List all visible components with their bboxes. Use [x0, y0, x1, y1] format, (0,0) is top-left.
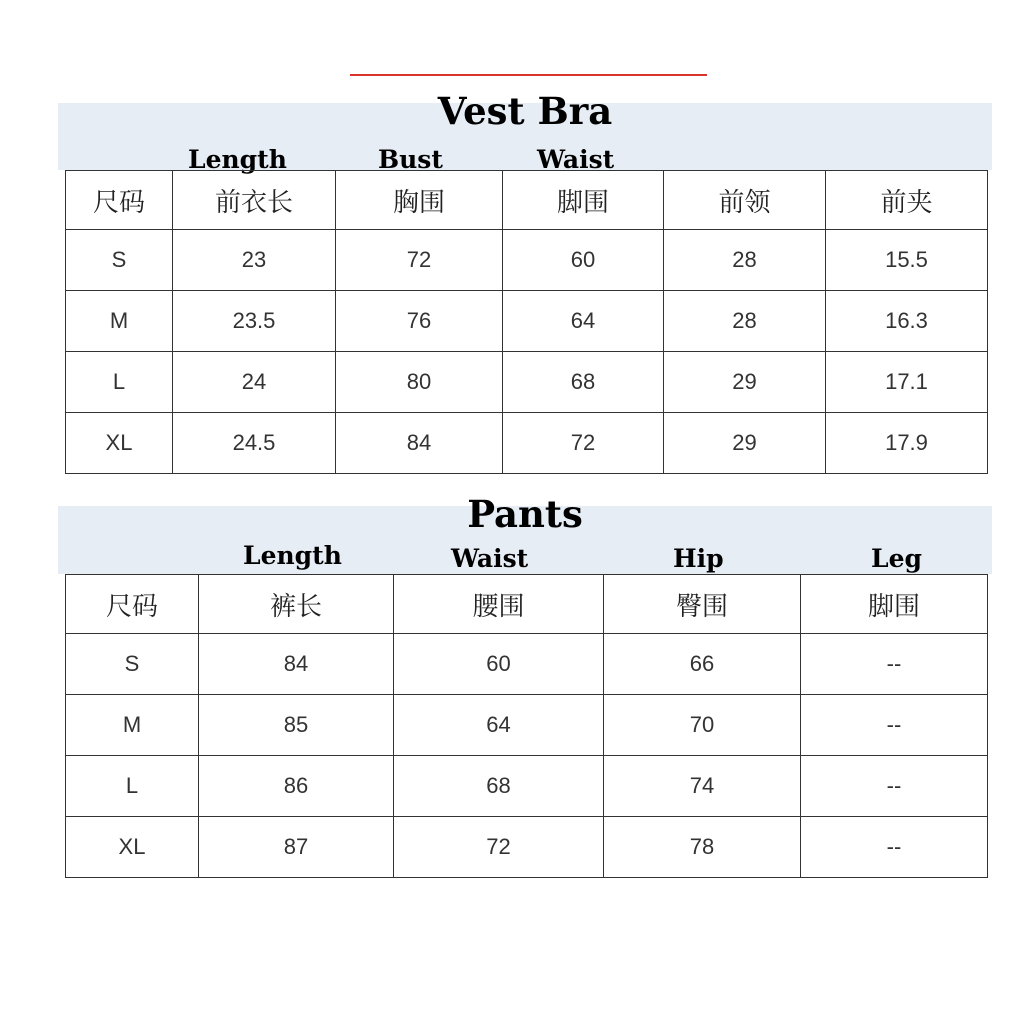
vest-title: Vest Bra — [437, 89, 613, 133]
vest-header-band — [58, 89, 992, 174]
table-cell: 60 — [503, 230, 664, 291]
table-cell: S — [66, 634, 199, 695]
table-cell: XL — [66, 817, 199, 878]
vest-header-armhole: 前夹 — [826, 171, 988, 230]
table-row — [66, 291, 988, 352]
vest-header-size: 尺码 — [66, 171, 173, 230]
table-cell: -- — [801, 634, 988, 695]
pants-label-leg: Leg — [871, 544, 922, 573]
table-cell: 87 — [199, 817, 394, 878]
pants-header-band — [58, 492, 992, 574]
table-cell: 72 — [394, 817, 604, 878]
vest-header-length: 前衣长 — [173, 171, 336, 230]
table-cell: 15.5 — [826, 230, 988, 291]
table-cell: 17.1 — [826, 352, 988, 413]
table-cell: 24 — [173, 352, 336, 413]
table-cell: 23 — [173, 230, 336, 291]
vest-header-neck: 前领 — [664, 171, 826, 230]
table-cell: L — [66, 756, 199, 817]
pants-header-row — [66, 575, 988, 634]
pants-header-hip: 臀围 — [604, 575, 801, 634]
table-cell: -- — [801, 695, 988, 756]
pants-label-length: Length — [243, 541, 342, 570]
pants-header-waist: 腰围 — [394, 575, 604, 634]
table-cell: 68 — [503, 352, 664, 413]
table-cell: 28 — [664, 230, 826, 291]
table-cell: 86 — [199, 756, 394, 817]
table-cell: 84 — [336, 413, 503, 474]
table-cell: 70 — [604, 695, 801, 756]
vest-label-waist: Waist — [537, 145, 615, 174]
table-cell: 80 — [336, 352, 503, 413]
pants-header-leg: 脚围 — [801, 575, 988, 634]
table-row — [66, 230, 988, 291]
vest-header-hem: 脚围 — [503, 171, 664, 230]
table-cell: 17.9 — [826, 413, 988, 474]
red-divider-line — [350, 74, 707, 76]
table-row — [66, 756, 988, 817]
pants-header-size: 尺码 — [66, 575, 199, 634]
table-cell: 85 — [199, 695, 394, 756]
vest-label-length: Length — [188, 145, 287, 174]
table-cell: 64 — [394, 695, 604, 756]
pants-label-waist: Waist — [451, 544, 529, 573]
table-cell: XL — [66, 413, 173, 474]
table-cell: 76 — [336, 291, 503, 352]
table-cell: 29 — [664, 413, 826, 474]
table-cell: 23.5 — [173, 291, 336, 352]
table-row — [66, 413, 988, 474]
pants-label-hip: Hip — [673, 544, 724, 573]
table-cell: 60 — [394, 634, 604, 695]
table-cell: M — [66, 695, 199, 756]
pants-size-table — [65, 574, 988, 878]
table-cell: 64 — [503, 291, 664, 352]
table-cell: 24.5 — [173, 413, 336, 474]
table-cell: S — [66, 230, 173, 291]
table-cell: M — [66, 291, 173, 352]
vest-label-bust: Bust — [378, 145, 443, 174]
table-cell: 28 — [664, 291, 826, 352]
table-cell: 72 — [503, 413, 664, 474]
table-row — [66, 634, 988, 695]
pants-title: Pants — [467, 492, 583, 536]
table-cell: 74 — [604, 756, 801, 817]
table-row — [66, 817, 988, 878]
table-row — [66, 695, 988, 756]
table-cell: 78 — [604, 817, 801, 878]
table-cell: 84 — [199, 634, 394, 695]
table-cell: 72 — [336, 230, 503, 291]
table-cell: -- — [801, 817, 988, 878]
table-cell: -- — [801, 756, 988, 817]
table-row — [66, 352, 988, 413]
vest-header-bust: 胸围 — [336, 171, 503, 230]
pants-header-length: 裤长 — [199, 575, 394, 634]
table-cell: 68 — [394, 756, 604, 817]
table-cell: 16.3 — [826, 291, 988, 352]
vest-header-row — [66, 171, 988, 230]
table-cell: 66 — [604, 634, 801, 695]
table-cell: 29 — [664, 352, 826, 413]
table-cell: L — [66, 352, 173, 413]
vest-size-table — [65, 170, 988, 474]
